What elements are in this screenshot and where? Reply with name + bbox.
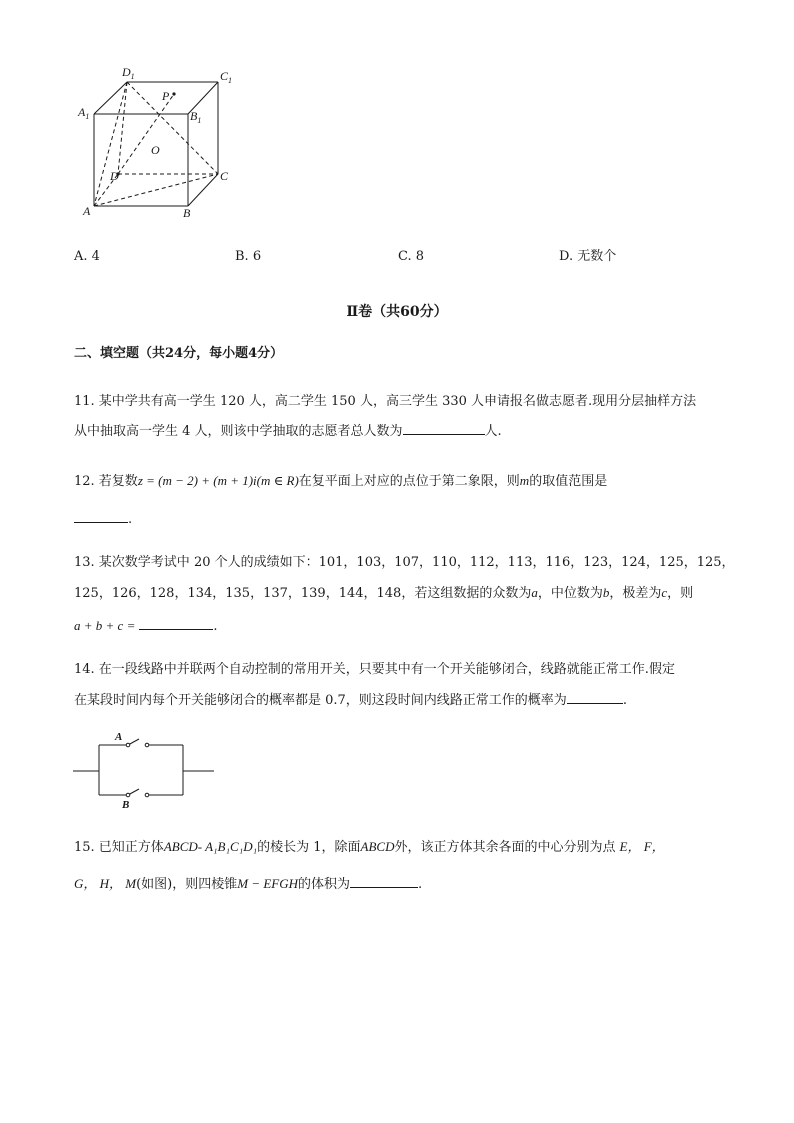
cube-label-c: C bbox=[220, 169, 229, 183]
cube-label-a1: $A_1$ bbox=[78, 105, 90, 121]
choice-d: D. 无数个 bbox=[559, 249, 617, 264]
cube-label-c1: $C_1$ bbox=[220, 69, 233, 85]
q12-answer-blank[interactable] bbox=[74, 521, 128, 523]
cube-label-p: P bbox=[162, 89, 170, 103]
q12-line1: 12. 若复数z = (m − 2) + (m + 1)i(m ∈ R)在复平面上对应的点位于第二象限，则m的取值范围是 bbox=[74, 473, 608, 489]
q14-line2: 在某段时间内每个开关能够闭合的概率都是 0.7，则这段时间内线路正常工作的概率为 . bbox=[74, 693, 627, 708]
switch-a-label: A bbox=[115, 731, 123, 743]
q11-line1: 11. 某中学共有高一学生 120 人，高二学生 150 人，高三学生 330 人申请报名做志愿者.现用分层抽样方法 bbox=[74, 394, 697, 409]
q14-answer-blank[interactable] bbox=[567, 702, 623, 704]
q13-answer-blank[interactable] bbox=[139, 628, 213, 630]
q13-line3: a + b + c = . bbox=[74, 618, 218, 634]
q13-line2: 125，126，128，134，135，137，139，144，148，若这组数据的众数为a，中位数为b，极差为c，则 bbox=[74, 585, 694, 601]
cube-label-b1: $B_1$ bbox=[190, 109, 202, 125]
choice-c: C. 8 bbox=[398, 249, 425, 264]
q12-line2: . bbox=[74, 513, 132, 526]
cube-label-b: B bbox=[183, 206, 191, 220]
cube-label-d1: $D_1$ bbox=[122, 65, 135, 81]
circuit-diagram bbox=[70, 728, 220, 810]
q15-line2: G， H， M(如图)，则四棱锥M − EFGH的体积为 . bbox=[74, 876, 423, 892]
q15-answer-blank[interactable] bbox=[350, 886, 418, 888]
q14-line1: 14. 在一段线路中并联两个自动控制的常用开关，只要其中有一个开关能够闭合，线路就能正常工作.假定 bbox=[74, 662, 675, 677]
q12-formula: z = (m − 2) + (m + 1)i(m ∈ R) bbox=[137, 473, 299, 488]
q11-line2: 从中抽取高一学生 4 人，则该中学抽取的志愿者总人数为 人. bbox=[74, 424, 502, 439]
section-heading: 二、填空题（共24分，每小题4分） bbox=[74, 346, 284, 361]
cube-label-o: O bbox=[151, 143, 160, 157]
q15-line1: 15. 已知正方体ABCD- A₁B₁C₁D₁的棱长为 1，除面ABCD外，该正方体其余各面的中心分别为点 E， F， bbox=[74, 839, 665, 855]
choice-b: B. 6 bbox=[235, 249, 262, 264]
q11-answer-blank[interactable] bbox=[403, 433, 485, 435]
choice-a: A. 4 bbox=[74, 249, 100, 264]
q15-formula: ABCD- A₁B₁C₁D₁ bbox=[163, 839, 258, 854]
cube-label-a: A bbox=[83, 204, 91, 218]
cube-label-d: D bbox=[110, 169, 119, 183]
section-title: Ⅱ卷（共60分） bbox=[346, 304, 448, 320]
switch-b-label: B bbox=[122, 799, 130, 810]
q13-line1: 13. 某次数学考试中 20 个人的成绩如下：101，103，107，110，112，113，116，123，124，125，125， bbox=[74, 555, 735, 570]
cube-figure bbox=[70, 62, 240, 222]
